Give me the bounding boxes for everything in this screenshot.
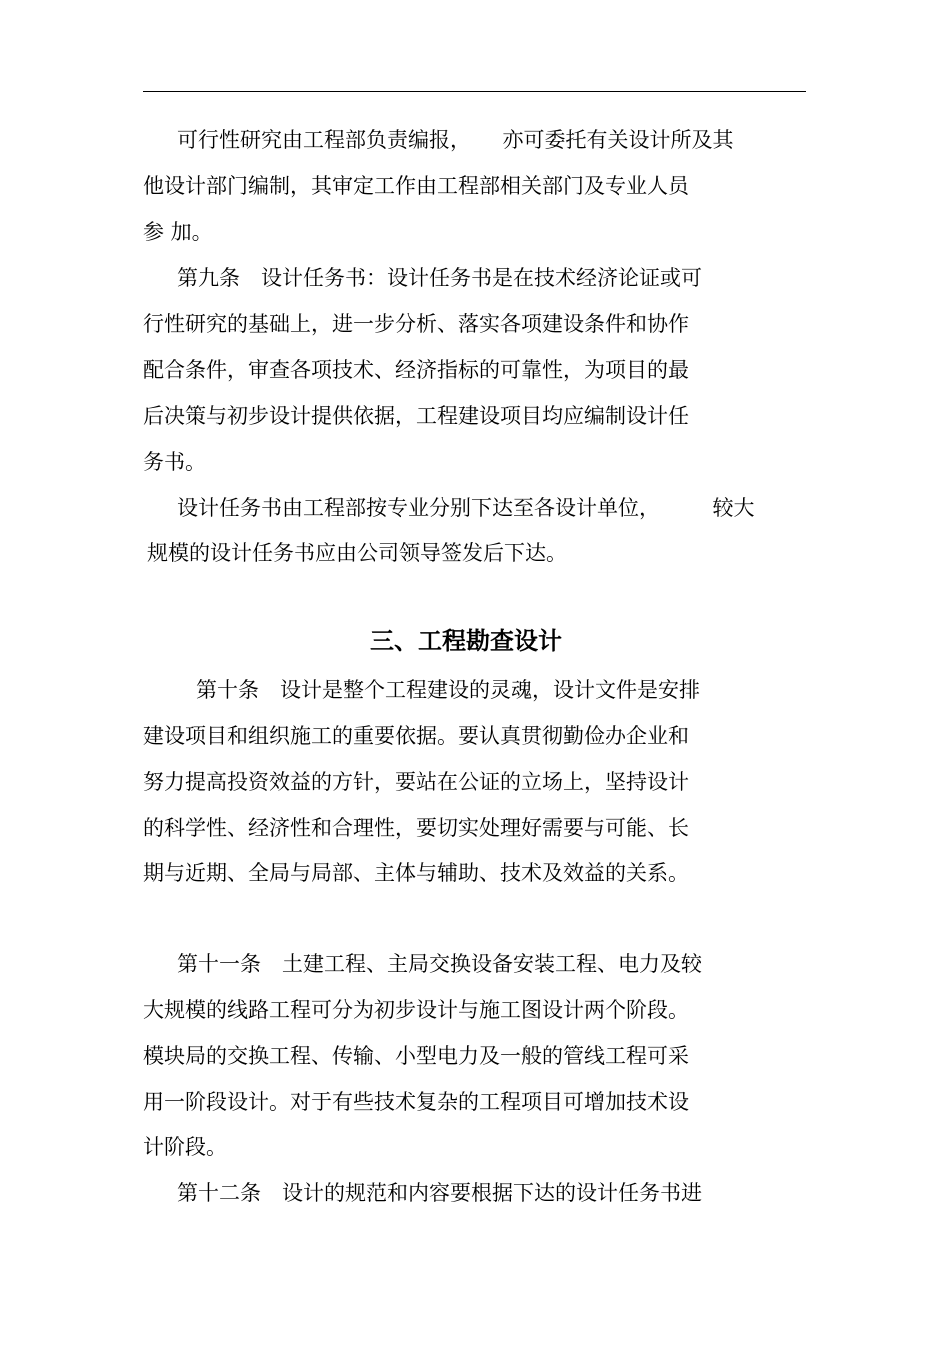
body-line: 建设项目和组织施工的重要依据。要认真贯彻勤俭办企业和 [143, 724, 689, 748]
body-line: 大规模的线路工程可分为初步设计与施工图设计两个阶段。 [143, 998, 689, 1022]
body-line: 用一阶段设计。对于有些技术复杂的工程项目可增加技术设 [143, 1090, 689, 1114]
body-line: 第十条 设计是整个工程建设的灵魂，设计文件是安排 [196, 678, 700, 702]
body-line: 计阶段。 [143, 1135, 227, 1159]
body-line: 模块局的交换工程、传输、小型电力及一般的管线工程可采 [143, 1044, 689, 1068]
body-line: 第九条 设计任务书：设计任务书是在技术经济论证或可 [177, 266, 702, 290]
body-line: 规模的设计任务书应由公司领导签发后下达。 [147, 541, 567, 565]
body-line: 第十二条 设计的规范和内容要根据下达的设计任务书进 [177, 1181, 702, 1205]
body-line: 期与近期、全局与局部、主体与辅助、技术及效益的关系。 [143, 861, 689, 885]
body-line: 努力提高投资效益的方针，要站在公证的立场上，坚持设计 [143, 770, 689, 794]
body-line: 设计任务书由工程部按专业分别下达至各设计单位， 较大 [177, 496, 755, 520]
section-heading: 三、工程勘查设计 [370, 627, 562, 655]
body-line: 后决策与初步设计提供依据，工程建设项目均应编制设计任 [143, 404, 689, 428]
body-line: 行性研究的基础上，进一步分析、落实各项建设条件和协作 [143, 312, 689, 336]
body-line: 可行性研究由工程部负责编报， 亦可委托有关设计所及其 [177, 128, 734, 152]
header-rule [143, 91, 806, 92]
body-line: 配合条件，审查各项技术、经济指标的可靠性，为项目的最 [143, 358, 689, 382]
body-line: 务书。 [143, 450, 206, 474]
body-line: 的科学性、经济性和合理性，要切实处理好需要与可能、长 [143, 816, 689, 840]
body-line: 参 加。 [143, 220, 213, 244]
body-line: 他设计部门编制，其审定工作由工程部相关部门及专业人员 [143, 174, 689, 198]
body-line: 第十一条 土建工程、主局交换设备安装工程、电力及较 [177, 952, 702, 976]
